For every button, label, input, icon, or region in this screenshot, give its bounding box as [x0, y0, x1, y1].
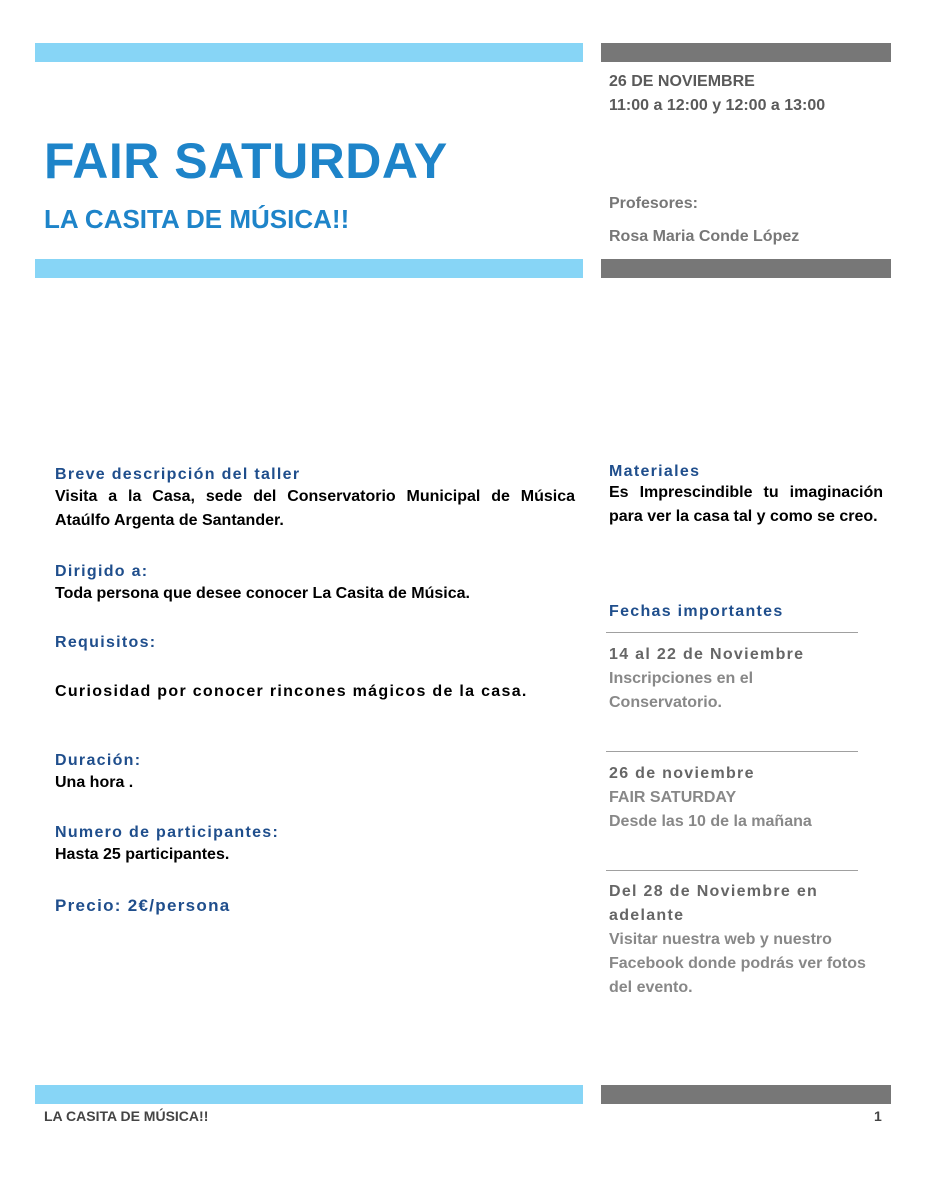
top-gray-bar	[601, 43, 891, 62]
duration-heading: Duración:	[55, 752, 142, 769]
duration-text: Una hora .	[55, 774, 134, 791]
header-gray-bar	[601, 259, 891, 278]
requirements-section	[55, 633, 575, 653]
materials-section	[609, 463, 883, 529]
audience-heading: Dirigido a:	[55, 563, 149, 580]
page-subtitle: LA CASITA DE MÚSICA!!	[44, 204, 350, 234]
participants-heading: Numero de participantes:	[55, 824, 280, 841]
footer-blue-bar	[35, 1085, 583, 1104]
price-section	[55, 896, 575, 916]
separator	[606, 632, 858, 633]
description-text: Visita a la Casa, sede del Conservatorio Municipal de Música Ataúlfo Argenta de Santander.	[55, 488, 575, 529]
date-event-desc: FAIR SATURDAY Desde las 10 de la mañana	[609, 789, 812, 830]
audience-text: Toda persona que desee conocer La Casita de Música.	[55, 585, 470, 602]
footer-gray-bar	[601, 1085, 891, 1104]
page-number: 1	[874, 1108, 882, 1124]
date-event-title: Del 28 de Noviembre en adelante	[609, 883, 819, 924]
date-event-title: 26 de noviembre	[609, 765, 755, 782]
participants-section	[55, 823, 575, 867]
participants-text: Hasta 25 participantes.	[55, 846, 230, 863]
event-date: 26 DE NOVIEMBRE	[609, 73, 755, 90]
materials-text: Es Imprescindible tu imaginación para ver la casa tal y como se creo.	[609, 484, 883, 525]
event-time: 11:00 a 12:00 y 12:00 a 13:00	[609, 97, 826, 114]
dates-heading-wrap	[609, 603, 784, 621]
dates-heading: Fechas importantes	[609, 603, 784, 620]
separator	[606, 870, 858, 871]
separator	[606, 751, 858, 752]
professor-name: Rosa Maria Conde López	[609, 228, 800, 245]
top-blue-bar	[35, 43, 583, 62]
page-title: FAIR SATURDAY	[44, 133, 448, 189]
requirements-text: Curiosidad por conocer rincones mágicos de la casa.	[55, 683, 528, 700]
description-section	[55, 465, 575, 533]
requirements-body	[55, 681, 555, 702]
date-event-title: 14 al 22 de Noviembre	[609, 646, 805, 663]
footer-title: LA CASITA DE MÚSICA!!	[44, 1108, 209, 1124]
date-event-desc: Inscripciones en el Conservatorio.	[609, 670, 754, 711]
date-event	[609, 880, 869, 1000]
materials-heading: Materiales	[609, 463, 701, 480]
date-event-desc: Visitar nuestra web y nuestro Facebook donde podrás ver fotos del evento.	[609, 931, 866, 996]
header-blue-bar	[35, 259, 583, 278]
date-event	[609, 643, 869, 715]
requirements-heading: Requisitos:	[55, 634, 157, 651]
audience-section	[55, 562, 575, 606]
price-label: Precio: 2€/persona	[55, 896, 231, 915]
duration-section	[55, 751, 575, 795]
description-heading: Breve descripción del taller	[55, 466, 301, 483]
date-event	[609, 762, 869, 834]
professors-label: Profesores:	[609, 195, 698, 212]
